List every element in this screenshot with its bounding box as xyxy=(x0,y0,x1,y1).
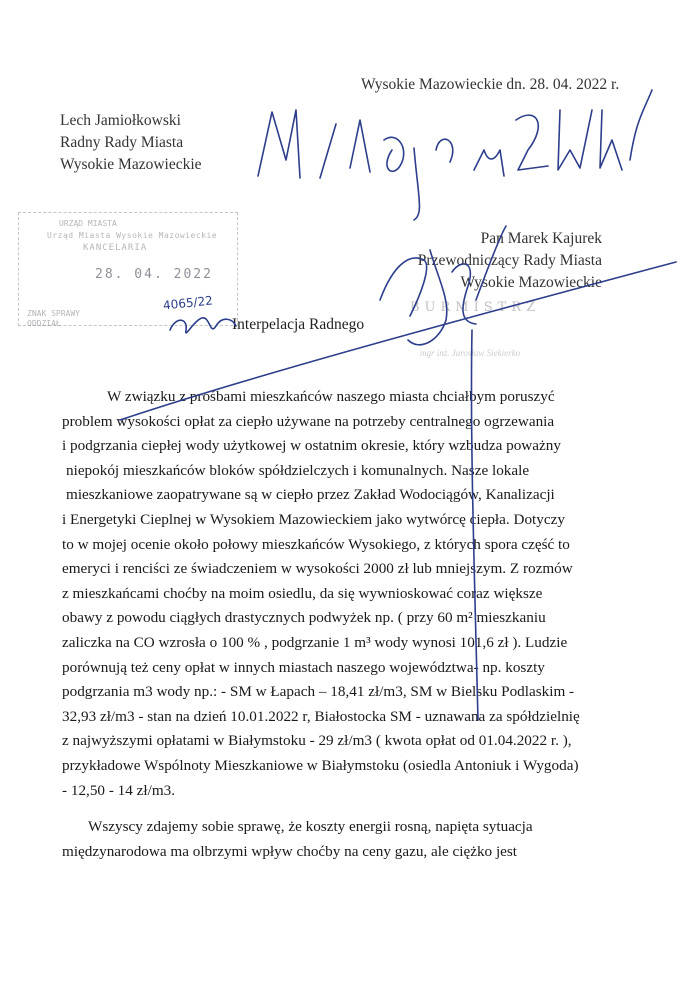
handwritten-decree-icon xyxy=(258,90,652,220)
body-line: W związku z prośbami mieszkańców naszego miasta chciałbym poruszyć xyxy=(107,388,555,405)
handwritten-signature-icon xyxy=(380,226,506,345)
recipient-title: Przewodniczący Rady Miasta xyxy=(417,252,602,269)
recipient-city: Wysokie Mazowieckie xyxy=(460,274,602,291)
stamp-date: 28. 04. 2022 xyxy=(95,267,213,282)
stamp-line-1: URZĄD MIASTA xyxy=(59,219,117,228)
body-line: podgrzania m3 wody np.: - SM w Łapach – 18,41 zł/m3, SM w Bielsku Podlaskim - xyxy=(62,683,575,701)
body-line: to w mojej ocenie około połowy mieszkańców Wysokiego, z których spora część to xyxy=(62,535,570,553)
body-line: mieszkaniowe zaopatrywane są w ciepło przez Zakład Wodociągów, Kanalizacji xyxy=(66,486,555,504)
recipient-name: Pan Marek Kajurek xyxy=(480,230,602,247)
registration-number: 4065/22 xyxy=(162,293,214,313)
body-line: obawy z powodu ciągłych drastycznych podwyżek np. ( przy 60 m² mieszkaniu xyxy=(62,609,546,627)
stamp-line-5: ODDZIAŁ xyxy=(27,319,61,328)
body-line: problem wysokości opłat za ciepło używane na potrzeby centralnego ogrzewania xyxy=(62,412,555,430)
body-line: i podgrzania ciepłej wody użytkowej w ostatnim okresie, który wzbudza poważny xyxy=(62,437,561,455)
mayor-name-stamp: mgr inż. Jarosław Siekierko xyxy=(420,348,521,358)
reference-scribble-icon xyxy=(170,318,236,333)
body-line: przykładowe Wspólnoty Mieszkaniowe w Białymstoku (osiedla Antoniuk i Wygoda) xyxy=(62,756,579,774)
date-line: Wysokie Mazowieckie dn. 28. 04. 2022 r. xyxy=(361,76,620,93)
body-line: 32,93 zł/m3 - stan na dzień 10.01.2022 r, Białostocka SM - uznawana za spółdzielnię xyxy=(62,707,580,725)
stamp-line-2: Urząd Miasta Wysokie Mazowieckie xyxy=(47,231,218,240)
body-line: - 12,50 - 14 zł/m3. xyxy=(62,781,176,799)
signature-stroke-line xyxy=(120,262,676,420)
signature-stroke-down xyxy=(471,330,478,720)
body-line: i Energetyki Cieplnej w Wysokiem Mazowieckiem jako wytwórcę ciepła. Dotyczy xyxy=(62,510,565,528)
body-line: z najwyższymi opłatami w Białymstoku - 29 zł/m3 ( kwota opłat od 01.04.2022 r. ), xyxy=(62,732,572,750)
mayor-stamp: BURMISTRZ xyxy=(410,300,541,315)
body-line: z mieszkańcami choćby na moim osiedlu, da się wywnioskować coraz większe xyxy=(62,584,543,602)
sender-name: Lech Jamiołkowski xyxy=(60,112,181,129)
stamp-line-3: KANCELARIA xyxy=(83,243,148,253)
body-line: emeryci i renciści ze świadczeniem w wysokości 2000 zł lub mniejszym. Z rozmów xyxy=(62,560,573,578)
sender-city: Wysokie Mazowieckie xyxy=(60,156,202,173)
body-line: międzynarodowa ma olbrzymi wpływ choćby na ceny gazu, ale ciężko jest xyxy=(62,842,518,860)
stamp-line-4: ZNAK SPRAWY xyxy=(27,309,80,318)
sender-title: Radny Rady Miasta xyxy=(60,134,184,151)
subject-line: Interpelacja Radnego xyxy=(232,316,365,333)
body-line: zaliczka na CO wzrosła o 100 % , podgrzanie 1 m³ wody wynosi 101,6 zł ). Ludzie xyxy=(62,633,568,651)
body-line: niepokój mieszkańców bloków spółdzielczych i komunalnych. Nasze lokale xyxy=(66,461,530,479)
body-line: Wszyscy zdajemy sobie sprawę, że koszty energii rosną, napięta sytuacja xyxy=(88,818,533,836)
body-line: porównują też ceny opłat w innych miastach naszego województwa- np. koszty xyxy=(62,658,545,676)
